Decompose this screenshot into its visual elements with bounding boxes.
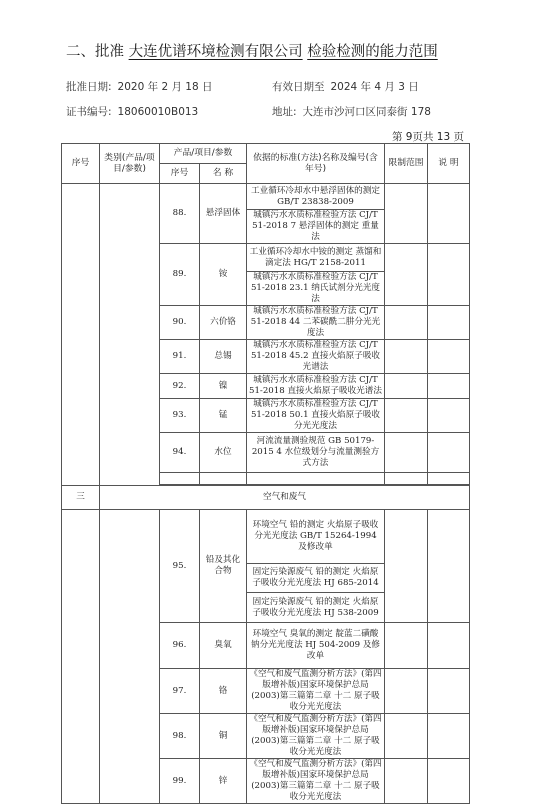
valid-until-value: 2024 年 4 月 3 日 — [330, 81, 419, 93]
cell-remarks — [428, 244, 470, 306]
cell-category — [100, 184, 160, 486]
cell-standard: 城镇污水水质标准检验方法 CJ/T 51-2018 23.1 纳氏试剂分光光度法 — [247, 272, 385, 306]
header-standard: 依据的标准(方法)名称及编号(含年号) — [247, 144, 385, 184]
header-category: 类别(产品/项目/参数) — [100, 144, 160, 184]
heading-suffix: 检验检测的能力范围 — [307, 44, 438, 60]
cell-remarks — [428, 510, 470, 623]
cell-standard: 固定污染源废气 铅的测定 火焰原子吸收分光光度法 HJ 538-2009 — [247, 593, 385, 623]
cell-no: 93. — [160, 399, 200, 433]
address-label: 地址: — [272, 106, 297, 118]
cell-limits — [385, 714, 428, 759]
cell-name: 铵 — [200, 244, 247, 306]
section-row — [62, 486, 470, 510]
header-sub-name: 名 称 — [200, 164, 247, 184]
cell-standard: 城镇污水水质标准检验方法 CJ/T 51-2018 50.1 直接火焰原子吸收分光光度法 — [247, 399, 385, 433]
cell-category — [100, 510, 160, 804]
cell-standard: 固定污染源废气 铅的测定 火焰原子吸收分光光度法 HJ 685-2014 — [247, 564, 385, 593]
cert-number-value: 18060010B013 — [117, 106, 199, 118]
page-heading — [66, 40, 438, 61]
cell-blank — [247, 473, 385, 485]
cell-standard: 城镇污水水质标准检验方法 CJ/T 51-2018 7 悬浮固体的测定 重量法 — [247, 210, 385, 244]
cell-no: 91. — [160, 340, 200, 374]
cell-remarks — [428, 669, 470, 714]
cell-name: 臭氧 — [200, 623, 247, 669]
cell-standard: 河流流量测验规范 GB 50179-2015 4 水位级划分与流量测验方式方法 — [247, 433, 385, 473]
cell-remarks — [428, 340, 470, 374]
section-number: 三 — [62, 486, 100, 510]
capability-table — [61, 143, 470, 804]
cell-standard: 城镇污水水质标准检验方法 CJ/T 51-2018 直接火焰原子吸收光谱法 — [247, 374, 385, 399]
cell-name: 总锡 — [200, 340, 247, 374]
header-remarks: 说 明 — [428, 144, 470, 184]
cell-no: 92. — [160, 374, 200, 399]
header-limits: 限制范围 — [385, 144, 428, 184]
cell-blank — [428, 473, 470, 485]
cell-blank — [160, 473, 200, 485]
cell-no: 97. — [160, 669, 200, 714]
cell-blank — [385, 473, 428, 485]
cell-name: 铅及其化合物 — [200, 510, 247, 623]
cell-limits — [385, 433, 428, 473]
cell-name: 锌 — [200, 759, 247, 804]
cell-name: 悬浮固体 — [200, 184, 247, 244]
cell-no: 96. — [160, 623, 200, 669]
cell-standard: 《空气和废气监测分析方法》(第四版增补版)国家环境保护总局(2003)第三篇第二章 十二 原子吸收分光光度法 — [247, 759, 385, 804]
header-product-group: 产品/项目/参数 — [160, 144, 247, 164]
cell-name: 铬 — [200, 669, 247, 714]
cell-remarks — [428, 374, 470, 399]
valid-until-label: 有效日期至 — [272, 81, 325, 93]
cell-limits — [385, 623, 428, 669]
cell-remarks — [428, 759, 470, 804]
cell-no: 99. — [160, 759, 200, 804]
cell-no: 89. — [160, 244, 200, 306]
table-row — [62, 510, 470, 564]
address-value: 大连市沙河口区同泰街 178 — [302, 106, 431, 118]
cell-seq — [62, 184, 100, 486]
cell-limits — [385, 306, 428, 340]
cell-standard: 工业循环冷却水中悬浮固体的测定 GB/T 23838-2009 — [247, 184, 385, 210]
cell-no: 98. — [160, 714, 200, 759]
cell-remarks — [428, 714, 470, 759]
cell-name: 镍 — [200, 374, 247, 399]
cell-limits — [385, 244, 428, 306]
cert-number — [66, 104, 198, 119]
approval-date-label: 批准日期: — [66, 81, 112, 93]
cell-limits — [385, 399, 428, 433]
cell-limits — [385, 374, 428, 399]
header-seq: 序号 — [62, 144, 100, 184]
approval-date — [66, 79, 213, 94]
cell-limits — [385, 340, 428, 374]
cell-remarks — [428, 399, 470, 433]
cell-standard: 环境空气 臭氧的测定 靛蓝二磺酸钠分光光度法 HJ 504-2009 及修改单 — [247, 623, 385, 669]
cell-no: 90. — [160, 306, 200, 340]
valid-until — [272, 79, 419, 94]
cell-no: 94. — [160, 433, 200, 473]
cell-limits — [385, 510, 428, 623]
cell-standard: 工业循环冷却水中铵的测定 蒸馏和滴定法 HG/T 2158-2011 — [247, 244, 385, 272]
cell-remarks — [428, 623, 470, 669]
cert-number-label: 证书编号: — [66, 106, 112, 118]
cell-limits — [385, 669, 428, 714]
cell-limits — [385, 184, 428, 244]
address — [272, 104, 431, 119]
cell-name: 六价铬 — [200, 306, 247, 340]
table-row — [62, 184, 470, 210]
cell-standard: 环境空气 铅的测定 火焰原子吸收分光光度法 GB/T 15264-1994 及修改单 — [247, 510, 385, 564]
header-sub-seq: 序号 — [160, 164, 200, 184]
approval-date-value: 2020 年 2 月 18 日 — [117, 81, 213, 93]
section-title: 空气和废气 — [100, 486, 470, 510]
cell-name: 锰 — [200, 399, 247, 433]
cell-no: 88. — [160, 184, 200, 244]
cell-standard: 《空气和废气监测分析方法》(第四版增补版)国家环境保护总局(2003)第三篇第二章 十二 原子吸收分光光度法 — [247, 714, 385, 759]
cell-no: 95. — [160, 510, 200, 623]
cell-standard: 城镇污水水质标准检验方法 CJ/T 51-2018 44 二苯碳酰二肼分光光度法 — [247, 306, 385, 340]
cell-limits — [385, 759, 428, 804]
heading-org: 大连优谱环境检测有限公司 — [128, 44, 303, 60]
cell-name: 水位 — [200, 433, 247, 473]
cell-standard: 城镇污水水质标准检验方法 CJ/T 51-2018 45.2 直接火焰原子吸收光谱法 — [247, 340, 385, 374]
cell-standard: 《空气和废气监测分析方法》(第四版增补版)国家环境保护总局(2003)第三篇第二章 十二 原子吸收分光光度法 — [247, 669, 385, 714]
cell-seq — [62, 510, 100, 804]
cell-name: 铜 — [200, 714, 247, 759]
cell-remarks — [428, 184, 470, 244]
cell-remarks — [428, 433, 470, 473]
cell-blank — [200, 473, 247, 485]
heading-prefix: 二、批准 — [66, 44, 124, 60]
cell-remarks — [428, 306, 470, 340]
page-indicator: 第 9页共 13 页 — [391, 131, 464, 143]
